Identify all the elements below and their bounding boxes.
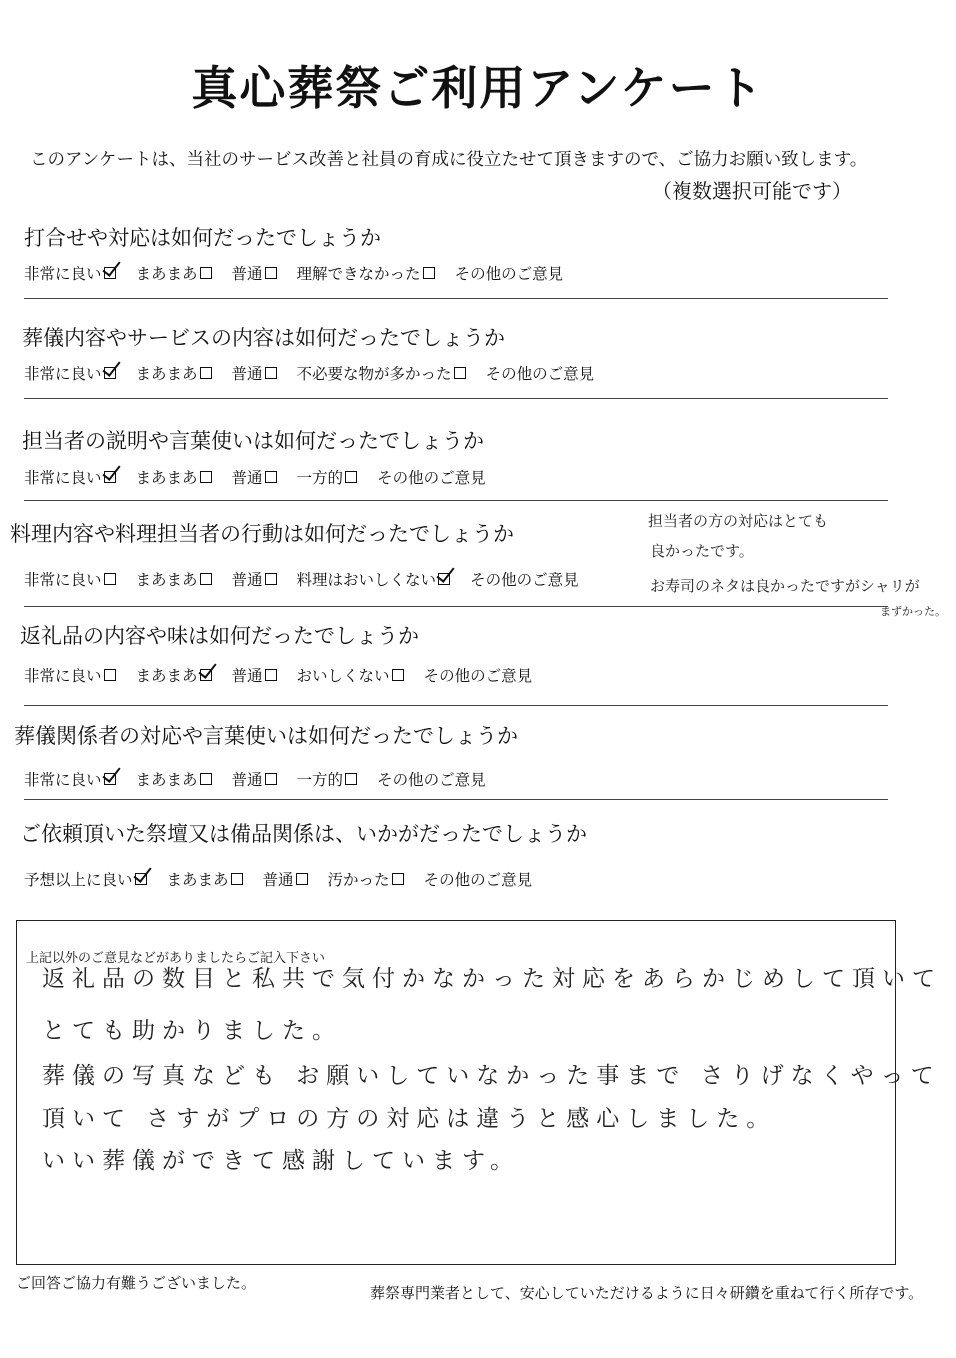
checkbox[interactable] [104, 669, 116, 681]
option[interactable] [297, 568, 451, 590]
side-note-line-1: 担当者の方の対応はとても [648, 512, 829, 530]
checked-checkbox[interactable] [438, 573, 450, 585]
option[interactable] [424, 868, 533, 890]
footer-statement: 葬祭専門業者として、安心していただけるように日々研鑽を重ねて行く所存です。 [370, 1284, 924, 1302]
divider [24, 705, 888, 706]
options-row [24, 466, 486, 488]
side-note-line-4: まずかった。 [880, 605, 946, 618]
options-row [24, 768, 486, 790]
side-note-line-2: 良かったです。 [650, 542, 754, 560]
option[interactable] [377, 466, 486, 488]
checked-checkbox[interactable] [104, 267, 116, 279]
option[interactable] [136, 568, 212, 590]
option[interactable] [136, 768, 212, 790]
option-label: 一方的 [296, 469, 344, 487]
option[interactable] [232, 768, 277, 790]
question-4: 料理内容や料理担当者の行動は如何だったでしょうか [10, 522, 514, 546]
option[interactable] [232, 262, 277, 284]
option[interactable] [136, 466, 212, 488]
option-label: 非常に良い [24, 571, 102, 589]
option[interactable] [232, 466, 277, 488]
comment-line-2: とても助かりました。 [42, 1018, 342, 1044]
option-label: おいしくない [296, 667, 390, 685]
checkbox[interactable] [296, 873, 308, 885]
option-label: まあまあ [166, 871, 229, 889]
option[interactable] [486, 362, 595, 384]
options-row [24, 362, 594, 384]
option-label: その他のご意見 [377, 771, 486, 789]
intro-text: このアンケートは、当社のサービス改善と社員の育成に役立たせて頂きますので、ご協力お願い致します。 [30, 150, 868, 170]
checkbox[interactable] [200, 367, 212, 379]
options-row [24, 568, 579, 590]
option-label: その他のご意見 [470, 571, 579, 589]
option[interactable] [263, 868, 308, 890]
divider [24, 398, 888, 399]
checkbox[interactable] [200, 573, 212, 585]
option-label: その他のご意見 [485, 365, 595, 383]
option-label: その他のご意見 [423, 667, 533, 685]
option[interactable] [24, 768, 116, 790]
option[interactable] [297, 262, 435, 284]
option[interactable] [232, 664, 277, 686]
option[interactable] [24, 568, 116, 590]
checkbox[interactable] [200, 267, 212, 279]
option[interactable] [232, 362, 277, 384]
checkbox[interactable] [345, 471, 357, 483]
option-label: まあまあ [135, 667, 198, 685]
option[interactable] [328, 868, 404, 890]
comment-line-4: 頂いて さすがプロの方の対応は違うと感心しました。 [42, 1106, 777, 1132]
divider [24, 500, 888, 501]
option-label: 非常に良い [24, 469, 102, 487]
option-label: 普通 [231, 571, 263, 589]
option-label: 普通 [231, 667, 263, 685]
option-label: まあまあ [135, 771, 198, 789]
option-label: まあまあ [135, 365, 198, 383]
checkbox[interactable] [265, 773, 277, 785]
options-row [24, 868, 532, 890]
option[interactable] [136, 664, 212, 686]
divider [24, 799, 888, 800]
question-5: 返礼品の内容や味は如何だったでしょうか [20, 624, 419, 648]
option-label: その他のご意見 [377, 469, 486, 487]
option[interactable] [297, 362, 466, 384]
page-title: 真心葬祭ご利用アンケート [191, 61, 765, 115]
checkbox[interactable] [392, 873, 404, 885]
option-label: 普通 [262, 871, 294, 889]
option[interactable] [167, 868, 243, 890]
side-note-line-3: お寿司のネタは良かったですがシャリが [650, 577, 920, 595]
intro-note: （複数選択可能です） [652, 179, 852, 203]
question-2: 葬儀内容やサービスの内容は如何だったでしょうか [22, 326, 505, 350]
option[interactable] [24, 262, 116, 284]
comment-label: 上記以外のご意見などがありましたらご記入下さい [26, 951, 326, 966]
comment-line-1: 返礼品の数目と私共で気付かなかった対応をあらかじめして頂いて [42, 966, 942, 992]
option[interactable] [232, 568, 277, 590]
option-label: 非常に良い [24, 365, 102, 383]
checkbox[interactable] [454, 367, 466, 379]
comment-line-3: 葬儀の写真なども お願いしていなかった事まで さりげなくやって [42, 1063, 941, 1089]
checkbox[interactable] [231, 873, 243, 885]
option-label: まあまあ [135, 469, 198, 487]
option-label: 理解できなかった [296, 265, 421, 283]
option-label: 汚かった [327, 871, 390, 889]
checked-checkbox[interactable] [104, 471, 116, 483]
checked-checkbox[interactable] [200, 669, 212, 681]
option[interactable] [297, 768, 358, 790]
checkbox[interactable] [265, 669, 277, 681]
footer-thanks: ご回答ご協力有難うございました。 [16, 1274, 257, 1292]
checked-checkbox[interactable] [104, 367, 116, 379]
option-label: 不必要な物が多かった [296, 365, 452, 383]
divider [24, 298, 888, 299]
option-label: その他のご意見 [423, 871, 533, 889]
divider [24, 606, 888, 607]
option-label: まあまあ [135, 571, 198, 589]
checkbox[interactable] [265, 367, 277, 379]
option-label: 料理はおいしくない [296, 571, 437, 589]
option[interactable] [297, 664, 404, 686]
checkbox[interactable] [265, 471, 277, 483]
checkbox[interactable] [104, 573, 116, 585]
options-row [24, 664, 532, 686]
option-label: 普通 [231, 265, 263, 283]
question-1: 打合せや対応は如何だったでしょうか [24, 226, 381, 250]
option-label: 普通 [231, 365, 263, 383]
checkbox[interactable] [200, 773, 212, 785]
checkbox[interactable] [345, 773, 357, 785]
option-label: 普通 [231, 469, 263, 487]
checkbox[interactable] [392, 669, 404, 681]
question-7: ご依頼頂いた祭壇又は備品関係は、いかがだったでしょうか [20, 822, 587, 846]
checkbox[interactable] [265, 267, 277, 279]
question-6: 葬儀関係者の対応や言葉使いは如何だったでしょうか [14, 724, 518, 748]
option-label: 一方的 [296, 771, 344, 789]
option-label: 非常に良い [24, 265, 102, 283]
option[interactable] [136, 262, 212, 284]
option-label: 非常に良い [24, 667, 102, 685]
option[interactable] [424, 664, 533, 686]
question-3: 担当者の説明や言葉使いは如何だったでしょうか [22, 429, 484, 453]
checked-checkbox[interactable] [104, 773, 116, 785]
option[interactable] [24, 466, 116, 488]
option-label: その他のご意見 [454, 265, 564, 283]
option[interactable] [455, 262, 564, 284]
option-label: 予想以上に良い [24, 871, 133, 889]
option[interactable] [24, 362, 116, 384]
options-row [24, 262, 563, 284]
checkbox[interactable] [423, 267, 435, 279]
option-label: 普通 [231, 771, 263, 789]
option[interactable] [297, 466, 358, 488]
option-label: まあまあ [135, 265, 198, 283]
option[interactable] [470, 568, 579, 590]
option[interactable] [136, 362, 212, 384]
checked-checkbox[interactable] [135, 873, 147, 885]
option-label: 非常に良い [24, 771, 102, 789]
option[interactable] [377, 768, 486, 790]
comment-line-5: いい葬儀ができて感謝しています。 [42, 1148, 521, 1174]
checkbox[interactable] [200, 471, 212, 483]
option[interactable] [24, 868, 147, 890]
option[interactable] [24, 664, 116, 686]
checkbox[interactable] [265, 573, 277, 585]
